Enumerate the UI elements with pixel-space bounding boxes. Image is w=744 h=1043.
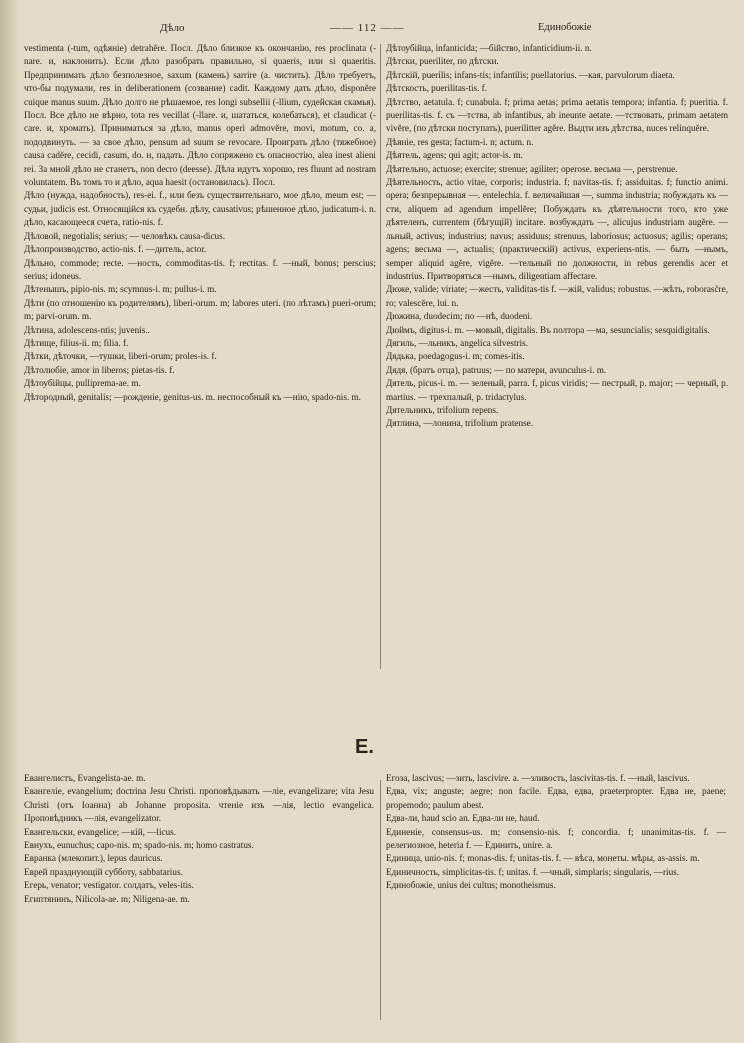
dictionary-entry: Дюже, valide; viriate; —жесть, validitas-tis f. —жій, validus; robustus. —жѣть, roborasc̆re, ro; valescĕre, lui. n. — [386, 284, 728, 308]
dictionary-entry: Дѣтоубійцы, pulliprema-ae. m. — [24, 378, 141, 389]
dictionary-entry: Евангелистъ, Evangelista-ae. m. — [24, 773, 146, 783]
column-divider-bottom — [380, 780, 381, 1020]
dictionary-entry: Единобожіе, unius dei cultus; monotheismus. — [386, 880, 556, 891]
column-divider-top — [380, 44, 381, 669]
dictionary-entry: Дѣтоубійца, infanticida; —бійство, infanticidium-ii. n. — [386, 43, 592, 53]
column-left-top — [24, 42, 376, 682]
dictionary-entry: Дѣлопроизводство, actio-nis. f. —дитель, actor. — [24, 244, 207, 255]
column-left-bottom — [24, 772, 374, 1022]
header-left-word: Дѣло — [160, 22, 185, 34]
dictionary-entry: Дѣловой, negotialis; serius; — человѣкъ causa-dicus. — [24, 230, 226, 241]
dictionary-entry: Едва-ли, haud scio an. Едва-ли не, haud. — [386, 813, 540, 824]
dictionary-entry: Дѣятель, agens; qui agit; actor-is. m. — [386, 150, 523, 161]
header-right-word: Единобожіе — [538, 22, 592, 33]
section-letter-heading: Е. — [355, 736, 374, 758]
dictionary-entry: Дюймъ, digitus-i. m. —мовый, digitalis. Въ полтора —ма, sesuncialis; sesquidigitalis. — [386, 324, 710, 335]
page-gutter-shadow — [0, 0, 20, 1043]
page-number: —— 112 —— — [330, 22, 405, 34]
dictionary-entry: Дѣтки, дѣточки, —тушки, liberi-orum; proles-is. f. — [24, 351, 217, 362]
dictionary-entry: Дѣятельность, actio vitae, corporis; industria. f; navitas-tis. f; assiduitas. f; functio animi. opera; безпрерывная —. entelechia. f. величайшая —, summa industria; побуждать къ —сти, aliquem ad agendum impellĕre; Побуждать къ дѣятельности того, кто уже дѣятеленъ, currentem (бѣгущій) incitare. возбуждать —, alicujus industriam augĕre. —льный, activus; industrius; navus; assiduus; strenuus, laboriosus; actuosus; agilis; operans; agens; весьма —, actualis; (практическій) activus, experiens-ntis. — быть —нымъ, semper aliquid agĕre, vigĕre. —тельный по должности, in rebus gerendis acer et industrius. Притворяться —нымъ, diligentiam affectare. — [386, 177, 728, 281]
dictionary-entry: Дѣтскость, puerilitas-tis. f. — [386, 83, 488, 94]
dictionary-entry: Дѣтина, adolescens-ntis; juvenis.. — [24, 324, 150, 335]
dictionary-entry: Дядька, poedagogus-i. m; comes-itis. — [386, 351, 525, 362]
dictionary-entry: Единеніе, consensus-us. m; consensio-nis. f; concordia. f; unanimitas-tis. f. —релегиозное, heteria f. — Единить, unire. a. — [386, 826, 726, 851]
dictionary-entry: Егерь, venator; vestigator. солдатъ, veles-itis. — [24, 880, 194, 891]
dictionary-entry: Евнухъ, eunuchus; capo-nis. m; spado-nis. m; homo castratus. — [24, 840, 254, 851]
dictionary-entry: Дѣтски, pueriliter, по дѣтски. — [386, 56, 499, 67]
dictionary-entry: Дѣтолюбіе, amor in liberos; pietas-tis. f. — [24, 364, 175, 375]
dictionary-entry: Дѣтище, filius-ii. m; filia. f. — [24, 337, 129, 348]
dictionary-entry: Египтянинъ, Nilicola-ae. m; Niligena-ae. m. — [24, 893, 190, 904]
dictionary-entry: Дягиль, —льникъ, angelica silvestris. — [386, 337, 529, 348]
dictionary-entry: Дѣти (по отношенію къ родителямъ), liberi-orum. m; labores uteri. (по лѣтамъ) pueri-orum; m; parvi-orum. m. — [24, 297, 376, 322]
dictionary-entry: Дѣтенышъ, pipio-nis. m; scymnus-i. m; pullus-i. m. — [24, 284, 217, 295]
column-right-bottom — [386, 772, 726, 1022]
dictionary-entry: Евангеліе, evangelium; doctrina Jesu Christi. проповѣдывать —ліе, evangelizare; vita Jesu Christi (отъ Іоанна) ab Johanne proposita. чтеніе изъ —лія, lectio evangelica. Проповѣдникъ —лія, evangelizator. — [24, 786, 374, 824]
dictionary-entry: Дѣяніе, res gesta; factum-i. n; actum. n. — [386, 136, 534, 147]
dictionary-entry: Дѣло (нужда, надобность), res-ei. f., или безъ существительнаго, мое дѣло, meum est; — судьи, judicis est. Относящійся къ судебн. дѣлу, causativus; рѣшенное дѣло, judicatum-i. n. дѣло, касающееся счета, ratio-nis. f. — [24, 190, 376, 228]
dictionary-entry: Дѣтскій, puerilis; infans-tis; infantilis; puellatorius. —кая, parvulorum diaeta. — [386, 69, 675, 80]
dictionary-entry: Едва, vix; anguste; aegre; non facile. Едва, едва, praeterpropter. Едва не, paene; propemodo; paulum abest. — [386, 786, 726, 810]
dictionary-entry: Единица, unio-nis. f; monas-dis. f; unitas-tis. f. — вѣса, монеты. мѣры, as-assis. m. — [386, 853, 700, 864]
dictionary-entry: Еврей празднующій субботу, sabbatarius. — [24, 866, 183, 877]
dictionary-entry: Евангельски, evangelice; —кій, —licus. — [24, 826, 177, 837]
dictionary-entry: Дятлина, —лонина, trifolium pratense. — [386, 418, 534, 429]
column-right-top — [386, 42, 728, 682]
dictionary-entry: vestimenta (-tum, одѣяніе) detrahĕre. Посл. Дѣло близкое къ окончанію, res proclinata (-nare. и, наклонить). Если дѣло разобрать правильно, si quaeris, или si quaeritis. Предпринимать дѣло безполезное, saxum (камень) sarrire (а. чистить). Дѣло требуетъ, что-бы подумали, res in deliberationem (созвание) cadit. Каждому дать дѣло, disponĕre cuique manus suum. Дѣло долго не рѣшаемое, res longi subsellii (-llium, судейская скамья). Посл. Все дѣло не вѣрно, tota res vecillat (-llare. и, шататься, колебаться), et claudicat (-care. и, хромать). Приниматься за дѣло, manus operi admovĕre, movi, motum, co. a, пододвинуть. — за свое дѣло, pensum ad suum se revocare. Проиграть дѣло (тяжебное) causa cadĕre, cecidi, casum, do. н, падать. Дѣло сопряжено съ опасностію, alea inest alieni rei. За мной дѣло не станетъ, non decro (deesse). Дѣла идутъ хорошо, res fluunt ad nostram voluntatem. Въ томъ то и дѣло, aqua haesit (остановилась). Посл. — [24, 43, 376, 188]
dictionary-entry: Дятельникъ, trifolium repens. — [386, 404, 499, 415]
dictionary-entry: Дѣтородный, genitalis; —рожденіе, genitus-us. m. неспособный къ —нію, spado-nis. m. — [24, 391, 361, 402]
dictionary-entry: Евранка (млекопит.), lepus dauricus. — [24, 853, 163, 864]
dictionary-entry: Дядя, (братъ отца), patruus; — по матери, avunculus-i. m. — [386, 364, 607, 375]
dictionary-entry: Единичность, simplicitas-tis. f; unitas. f. —чный, simplaris; singularis, —rius. — [386, 866, 680, 877]
dictionary-entry: Дятель, picus-i. m. — зеленый, parra. f, picus viridis; — пестрый, p. major; — черный, p. martius. — трехпалый, p. tridactylus. — [386, 378, 728, 402]
dictionary-entry: Егоза, lascivus; —зить, lascivire. a. —зливость, lascivitas-tis. f. —ный, lascivus. — [386, 773, 690, 783]
running-header — [0, 22, 744, 40]
dictionary-entry: Дѣтство, aetatula. f; cunabula. f; prima aetas; prima aetatis tempora; infantia. f; pueritia. f. puerilitas-tis. f. съ —тства, ab infantibus, ab ineunte aetate. —тствовать, primam aetatem vivĕre, (по дѣтски поступать), puerilitter agĕre. Выдти изъ дѣтства, nuces relinquĕre. — [386, 96, 728, 134]
dictionary-entry: Дѣльно, commode; recte. —ность, commoditas-tis. f; rectitas. f. —ный, bonus; perscius; serius; idoneus. — [24, 257, 376, 281]
dictionary-entry: Дѣятельно, actuose; exercite; strenue; agiliter; operose. весьма —, perstrenue. — [386, 163, 678, 174]
dictionary-entry: Дюжина, duodecim; по —нѣ, duodeni. — [386, 311, 533, 322]
